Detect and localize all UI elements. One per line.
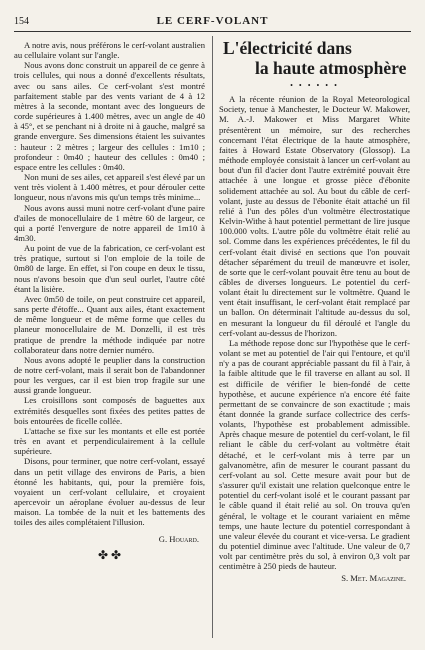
author-signature: G. Houard. bbox=[158, 533, 199, 544]
paragraph: Avec 0m50 de toile, on peut construire cet appareil, sans perte d'étoffe... Quant aux ailes, étant exactement de même longueur et de même forme que celles du planeur monocellulaire de M. Donzelli, il est très pratique de prendre la méthode indiquée par notre collaborateur dans notre dernier numéro. bbox=[14, 293, 205, 355]
paragraph: Non muni de ses ailes, cet appareil s'est élevé par un vent très violent à 1.400 mètres, et pour dérouler cette longueur, nous n'avons mis qu'un temps très minime... bbox=[14, 172, 205, 203]
paragraph: A la récente réunion de la Royal Meteorological Society, tenue à Manchester, le Docteur W. Makower, M. A.-J. Makower et Miss Margaret White présentèrent un mémoire, sur des recherches concernant l'état électrique de la haute atmosphère, faites à Howard Estate Observatory (Glossop). La méthode employée consistait à lancer un cerf-volant au bout d'un fil d'acier dont l'autre extrémité pouvait être attachée à une longue et grosse pièce d'ébonite solidement attachée au sol. Au bout du câble de cerf-volant, juste au dessus de l'ébonite était attaché un fil relié à l'un des pôles d'un voltmètre électrostatique Kelvin-Withe à haut potentiel permettant de lire jusque 100.000 volts. L'autre pôle du voltmètre était relié au sol. Comme dans les expériences précédentes, le fil du cerf-volant était divisé en sections que l'on pouvait détacher séparément du treuil de manœuvre et isoler, de sorte que le cerf-volant pouvait être tenu au bout de câbles de diverses longueurs. Le potentiel du cerf-volant était lu directement sur le voltmètre. Quand le vent était insuffisant, le cerf-volant était remplacé par un ballon. On déterminait l'altitude au-dessus du sol, en mesurant la longueur du fil déroulé et l'angle du cerf-volant au-dessus de l'horizon. bbox=[219, 94, 410, 338]
paragraph: Nous avons adopté le peuplier dans la construction de notre cerf-volant, mais il serait bon de l'abandonner pour les vergues, car il est bien trop fragile sur une aussi grande longueur. bbox=[14, 354, 205, 396]
article-title-line-1: L'électricité dans bbox=[223, 38, 352, 58]
article-title-line-2: la haute atmosphère bbox=[255, 58, 407, 78]
paragraph: La méthode repose donc sur l'hypothèse que le cerf-volant se met au potentiel de l'air qui l'entoure, et qu'il n'y a pas de courant appréciable passant du fil à l'air, à la faible altitude que le fil traverse en allant au sol. Il est difficile de vérifier le bien-fondé de cette hypothèse, et aucune expérience n'a encore été faite permettant de se convaincre de son exactitude ; mais étant donnée la grande surface collectrice des cerfs-volants, l'hypothèse est probablement admissible. Après chaque mesure de potentiel du cerf-volant, le fil reliant le câble du cerf-volant au voltmètre était détaché, et le cerf-volant mis à terre par un galvanomètre, afin de mesurer le courant passant du cerf-volant au sol. Cette mesure avait pour but de s'assurer qu'il existait une relation quelconque entre le potentiel du cerf-volant isolé et le courant passant par le câble quand il était relié au sol. On trouva qu'en général, le voltage et le courant variaient en même temps, une haute lecture du potentiel correspondant à une valeur élevée du courant et vice-versa. Le gradient du potentiel diminue avec l'altitude. Une valeur de 0,7 volt par centimètre près du sol, à environ 0,3 volt par centimètre à 250 pieds de hauteur. bbox=[219, 337, 410, 572]
title-separator: • • • • • • bbox=[290, 81, 339, 90]
paragraph: Disons, pour terminer, que notre cerf-volant, essayé dans un petit village des environs de Paris, a bien étonné les habitants, qui, pour la première fois, voyaient un cerf-volant cellulaire, et croyaient apercevoir un aéroplane évoluer au-dessus de leur maison. La tombée de la nuit et les battements des toiles des ailes complétaient l'illusion. bbox=[14, 456, 205, 528]
column-divider bbox=[212, 36, 213, 638]
page-header bbox=[14, 14, 411, 30]
paragraph: Nous avons aussi muni notre cerf-volant d'une paire d'ailes de monocellulaire de 1 mètre 60 de largeur, ce qui a porté l'envergure de notre appareil de 1m10 à 4m30. bbox=[14, 202, 205, 243]
paragraph: Nous avons donc construit un appareil de ce genre à trois cellules, qui nous a donné d'excellents résultats, avec ou sans ailes. Ce cerf-volant s'est montré parfaitement stable par des vents variant de 4 à 12 mètres à la seconde, montant avec des longueurs de corde supérieures à 1.400 mètres, avec un angle de 40 à 45°, et se penchant ni à droite ni à gauche, malgré sa grande envergure. Ses dimensions étaient les suivantes : hauteur : 2 mètres ; largeur des cellules : 1m10 ; profondeur : 0m40 ; hauteur des cellules : 0m40 ; espace entre les cellules : 0m40. bbox=[14, 60, 205, 172]
paragraph: L'attache se fixe sur les montants et elle est portée très en avant et perpendiculairement à la cellule supérieure. bbox=[14, 425, 205, 457]
header-rule bbox=[14, 31, 411, 32]
article-title bbox=[219, 38, 410, 78]
article-source: S. Met. Magazine. bbox=[341, 572, 406, 583]
paragraph: Au point de vue de la fabrication, ce cerf-volant est très pratique, surtout si l'on emploie de la toile de 0m80 de large. En effet, si l'on coupe en deux le tissu, nous n'avons besoin que d'un seul ourlet, l'autre côté étant la lisière. bbox=[14, 243, 205, 294]
right-column bbox=[219, 38, 410, 583]
paragraph: Les croisillons sont composés de baguettes aux extrémités desquelles sont fixées des petites pattes de bois entourées de ficelle collée. bbox=[14, 395, 205, 426]
running-title: LE CERF-VOLANT bbox=[156, 15, 269, 27]
left-column bbox=[14, 40, 205, 560]
ornament-icon: ✤ ✤ bbox=[97, 547, 122, 562]
page-number: 154 bbox=[14, 16, 29, 27]
paragraph: A notre avis, nous préférons le cerf-volant australien au cellulaire volant sur l'angle. bbox=[14, 40, 205, 61]
